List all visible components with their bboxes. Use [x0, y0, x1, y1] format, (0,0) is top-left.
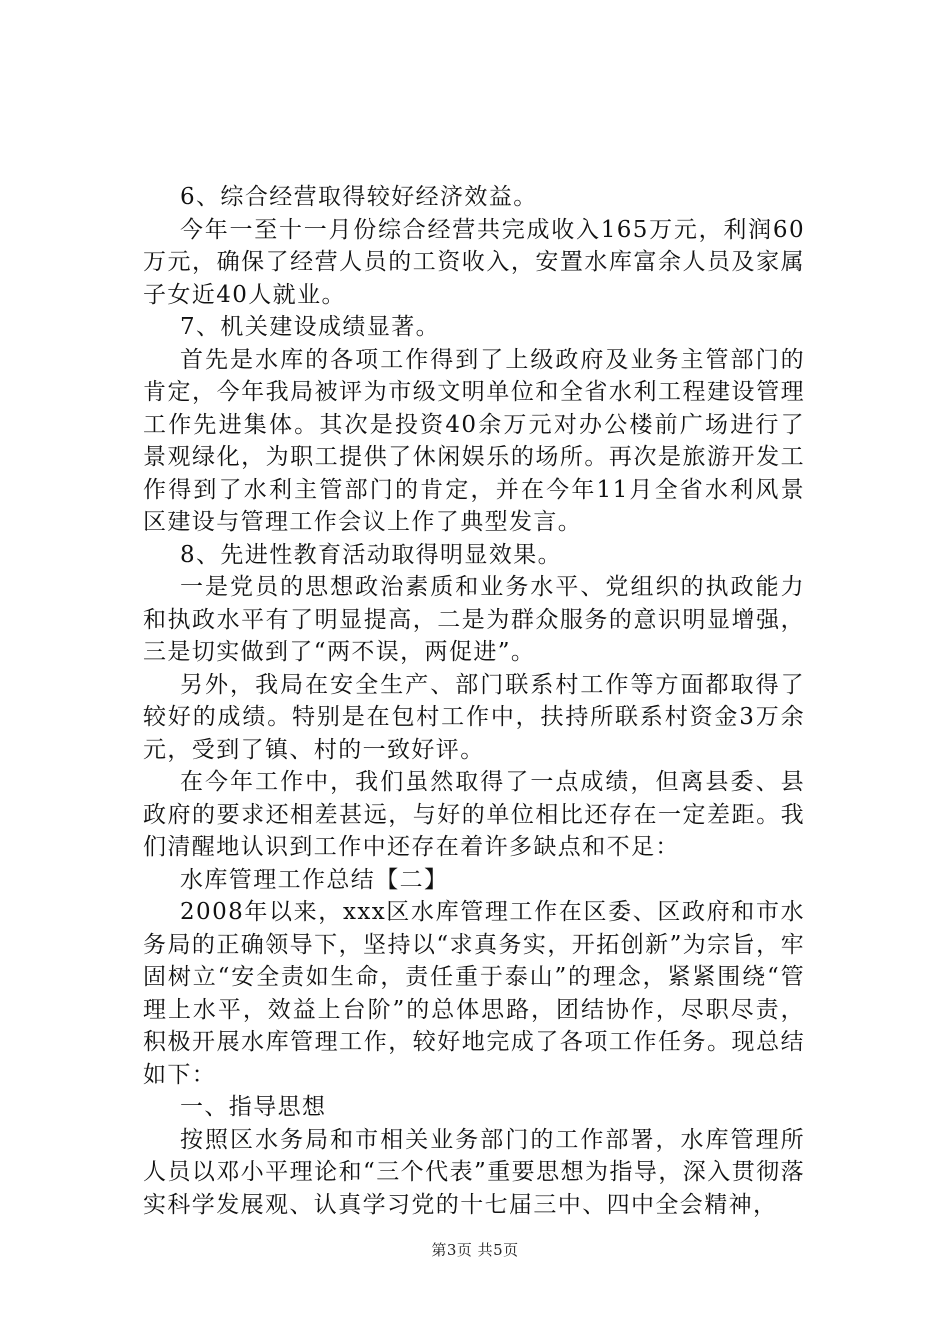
section-heading-6: 6、综合经营取得较好经济效益。	[180, 184, 538, 210]
document-body	[143, 181, 805, 1221]
paragraph: 另外，我局在安全生产、部门联系村工作等方面都取得了较好的成绩。特别是在包村工作中，扶持所联系村资金3万余元，受到了镇、村的一致好评。	[143, 671, 805, 763]
paragraph: 一是党员的思想政治素质和业务水平、党组织的执政能力和执政水平有了明显提高，二是为群众服务的意识明显增强，三是切实做到了“两不误，两促进”。	[143, 574, 805, 665]
paragraph: 在今年工作中，我们虽然取得了一点成绩，但离县委、县政府的要求还相差甚远，与好的单位相比还存在一定差距。我们清醒地认识到工作中还存在着许多缺点和不足：	[143, 769, 805, 860]
document-subtitle: 水库管理工作总结【二】	[180, 866, 449, 893]
paragraph: 今年一至十一月份综合经营共完成收入165万元，利润60万元，确保了经营人员的工资收入，安置水库富余人员及家属子女近40人就业。	[143, 216, 805, 308]
page-number-footer: 第3页 共5页	[431, 1241, 519, 1259]
paragraph: 2008年以来，xxx区水库管理工作在区委、区政府和市水务局的正确领导下，坚持以“求真务实，开拓创新”为宗旨，牢固树立“安全责如生命，责任重于泰山”的理念，紧紧围绕“管理上水平，效益上台阶”的总体思路，团结协作，尽职尽责，积极开展水库管理工作，较好地完成了各项工作任务。现总结如下：	[143, 899, 805, 1088]
paragraph: 首先是水库的各项工作得到了上级政府及业务主管部门的肯定，今年我局被评为市级文明单位和全省水利工程建设管理工作先进集体。其次是投资40余万元对办公楼前广场进行了景观绿化，为职工提供了休闲娱乐的场所。再次是旅游开发工作得到了水利主管部门的肯定，并在今年11月全省水利风景区建设与管理工作会议上作了典型发言。	[143, 346, 805, 535]
section-heading-7: 7、机关建设成绩显著。	[180, 314, 441, 340]
section-heading-guiding-ideology: 一、指导思想	[180, 1094, 327, 1120]
section-heading-8: 8、先进性教育活动取得明显效果。	[180, 541, 563, 568]
paragraph: 按照区水务局和市相关业务部门的工作部署，水库管理所人员以邓小平理论和“三个代表”重要思想为指导，深入贯彻落实科学发展观、认真学习党的十七届三中、四中全会精神，	[143, 1126, 805, 1218]
